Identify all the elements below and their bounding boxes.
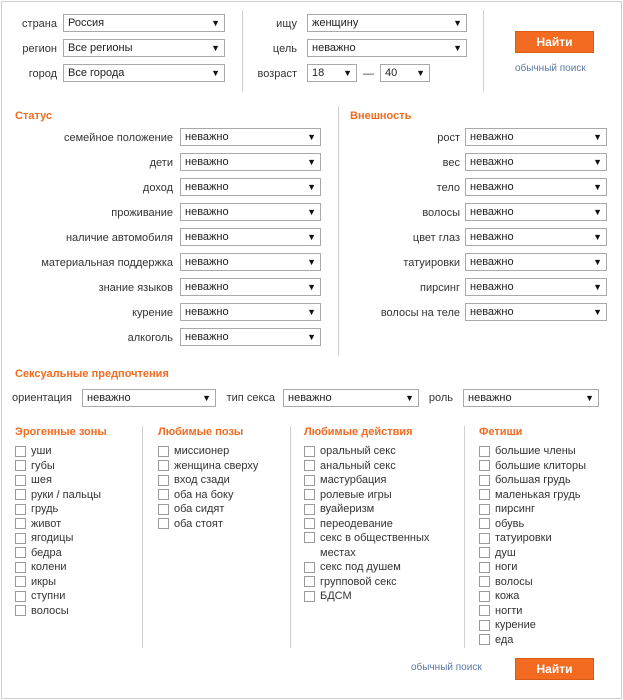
region-label: регион	[22, 43, 57, 55]
favorite-actions-title: Любимые действия	[304, 426, 413, 438]
select-value: неважно	[470, 181, 514, 193]
chevron-down-icon: ▼	[585, 393, 594, 403]
checkbox[interactable]	[304, 460, 315, 471]
checkbox-label: ягодицы	[31, 532, 74, 545]
checkbox-label: шея	[31, 474, 52, 487]
appearance-field-select[interactable]	[465, 303, 607, 321]
zones-checkbox-item[interactable]	[15, 502, 135, 517]
status-field-select[interactable]	[180, 128, 321, 146]
checkbox-label: душ	[495, 546, 516, 559]
status-field-label: наличие автомобиля	[65, 232, 173, 244]
actions-checkbox-item[interactable]	[304, 575, 454, 590]
orientation-label: ориентация	[11, 392, 72, 404]
checkbox[interactable]	[304, 532, 315, 543]
checkbox[interactable]	[15, 475, 26, 486]
fetishes-checkbox-item[interactable]	[479, 502, 609, 517]
checkbox-label: анальный секс	[320, 459, 396, 472]
checkbox[interactable]	[15, 562, 26, 573]
checkbox[interactable]	[304, 475, 315, 486]
appearance-section-title: Внешность	[350, 110, 412, 122]
checkbox[interactable]	[158, 446, 169, 457]
appearance-field-select[interactable]	[465, 228, 607, 246]
checkbox-label: секс под душем	[320, 561, 401, 574]
checkbox-label: большие члены	[495, 445, 576, 458]
appearance-field-select[interactable]	[465, 253, 607, 271]
chevron-down-icon: ▼	[307, 257, 316, 267]
checkbox-label: грудь	[31, 503, 59, 516]
checkbox[interactable]	[15, 591, 26, 602]
chevron-down-icon: ▼	[593, 207, 602, 217]
checkbox[interactable]	[479, 634, 490, 645]
checkbox[interactable]	[479, 446, 490, 457]
zones-checkbox-item[interactable]	[15, 444, 135, 459]
favorite-poses-list	[158, 444, 288, 531]
goal-label: цель	[272, 43, 297, 55]
fetishes-title: Фетиши	[479, 426, 523, 438]
appearance-field-label: цвет глаз	[412, 232, 460, 244]
checkbox[interactable]	[15, 518, 26, 529]
checkbox[interactable]	[304, 518, 315, 529]
checkbox-label: вуайеризм	[320, 503, 375, 516]
seek-select[interactable]: женщину ▼	[307, 14, 467, 32]
status-field-select[interactable]	[180, 253, 321, 271]
checkbox[interactable]	[158, 504, 169, 515]
favorite-poses-title: Любимые позы	[158, 426, 244, 438]
erogenous-zones-title: Эрогенные зоны	[15, 426, 107, 438]
select-value: неважно	[470, 281, 514, 293]
actions-checkbox-item[interactable]	[304, 589, 454, 604]
poses-checkbox-item[interactable]	[158, 473, 288, 488]
checkbox[interactable]	[158, 518, 169, 529]
appearance-field-label: рост	[437, 132, 460, 144]
actions-checkbox-item[interactable]	[304, 488, 454, 503]
status-field-select[interactable]	[180, 153, 321, 171]
fetishes-checkbox-item[interactable]	[479, 444, 609, 459]
divider	[464, 426, 465, 648]
actions-checkbox-item[interactable]	[304, 444, 454, 459]
checkbox[interactable]	[479, 605, 490, 616]
age-to-select[interactable]: 40 ▼	[380, 64, 430, 82]
fetishes-checkbox-item[interactable]	[479, 560, 609, 575]
select-value: неважно	[185, 131, 229, 143]
city-select[interactable]: Все города ▼	[63, 64, 225, 82]
status-field-label: дети	[149, 157, 173, 169]
checkbox-label: миссионер	[174, 445, 230, 458]
checkbox[interactable]	[158, 489, 169, 500]
checkbox-label: секс в общественных местах	[320, 532, 430, 559]
fetishes-checkbox-item[interactable]	[479, 473, 609, 488]
chevron-down-icon: ▼	[211, 43, 220, 53]
select-value: неважно	[185, 181, 229, 193]
checkbox[interactable]	[479, 460, 490, 471]
chevron-down-icon: ▼	[405, 393, 414, 403]
country-label: страна	[22, 18, 57, 30]
appearance-field-label: татуировки	[403, 257, 460, 269]
zones-checkbox-item[interactable]	[15, 575, 135, 590]
status-field-label: материальная поддержка	[41, 257, 173, 269]
status-field-select[interactable]	[180, 328, 321, 346]
select-value: неважно	[185, 206, 229, 218]
chevron-down-icon: ▼	[211, 68, 220, 78]
poses-checkbox-item[interactable]	[158, 502, 288, 517]
checkbox-label: пирсинг	[495, 503, 535, 516]
chevron-down-icon: ▼	[202, 393, 211, 403]
actions-checkbox-item[interactable]	[304, 517, 454, 532]
appearance-field-label: волосы	[422, 207, 460, 219]
status-field-label: доход	[142, 182, 173, 194]
checkbox-label: переодевание	[320, 517, 393, 530]
checkbox-label: БДСМ	[320, 590, 352, 603]
seek-label: ищу	[276, 18, 297, 30]
checkbox[interactable]	[304, 562, 315, 573]
zones-checkbox-item[interactable]	[15, 546, 135, 561]
sex-type-label: тип секса	[226, 392, 275, 404]
select-value: неважно	[185, 306, 229, 318]
select-value: неважно	[470, 206, 514, 218]
orientation-select[interactable]: неважно ▼	[82, 389, 216, 407]
actions-checkbox-item[interactable]	[304, 459, 454, 474]
zones-checkbox-item[interactable]	[15, 604, 135, 619]
select-value: неважно	[185, 281, 229, 293]
checkbox-label: оба на боку	[174, 488, 234, 501]
appearance-field-label: волосы на теле	[380, 307, 460, 319]
role-select[interactable]: неважно ▼	[463, 389, 599, 407]
status-field-label: курение	[132, 307, 173, 319]
checkbox[interactable]	[158, 475, 169, 486]
chevron-down-icon: ▼	[593, 157, 602, 167]
checkbox-label: маленькая грудь	[495, 488, 581, 501]
status-field-select[interactable]	[180, 228, 321, 246]
zones-checkbox-item[interactable]	[15, 531, 135, 546]
appearance-field-select[interactable]	[465, 203, 607, 221]
appearance-field-select[interactable]	[465, 178, 607, 196]
checkbox-label: курение	[495, 619, 536, 632]
select-value: неважно	[470, 156, 514, 168]
erogenous-zones-list	[15, 444, 135, 618]
zones-checkbox-item[interactable]	[15, 473, 135, 488]
checkbox[interactable]	[479, 489, 490, 500]
select-value: неважно	[185, 331, 229, 343]
checkbox[interactable]	[304, 446, 315, 457]
checkbox[interactable]	[479, 518, 490, 529]
checkbox-label: оральный секс	[320, 445, 396, 458]
age-from-select[interactable]: 18 ▼	[307, 64, 357, 82]
chevron-down-icon: ▼	[307, 232, 316, 242]
checkbox[interactable]	[479, 620, 490, 631]
chevron-down-icon: ▼	[307, 307, 316, 317]
checkbox[interactable]	[15, 446, 26, 457]
zones-checkbox-item[interactable]	[15, 589, 135, 604]
simple-search-link[interactable]: обычный поиск	[515, 63, 586, 74]
fetishes-checkbox-item[interactable]	[479, 618, 609, 633]
age-dash: —	[363, 68, 374, 80]
select-value: неважно	[185, 156, 229, 168]
search-button-bottom[interactable]: Найти	[515, 658, 594, 680]
checkbox-label: татуировки	[495, 532, 552, 545]
chevron-down-icon: ▼	[593, 307, 602, 317]
checkbox-label: губы	[31, 459, 55, 472]
chevron-down-icon: ▼	[211, 18, 220, 28]
checkbox-label: оба сидят	[174, 503, 225, 516]
select-value: неважно	[470, 306, 514, 318]
actions-checkbox-item[interactable]	[304, 502, 454, 517]
divider	[142, 426, 143, 648]
checkbox[interactable]	[15, 533, 26, 544]
chevron-down-icon: ▼	[453, 18, 462, 28]
status-field-label: проживание	[111, 207, 173, 219]
goal-select[interactable]: неважно ▼	[307, 39, 467, 57]
checkbox[interactable]	[304, 576, 315, 587]
checkbox-label: колени	[31, 561, 67, 574]
fetishes-checkbox-item[interactable]	[479, 517, 609, 532]
chevron-down-icon: ▼	[416, 68, 425, 78]
checkbox[interactable]	[15, 489, 26, 500]
zones-checkbox-item[interactable]	[15, 560, 135, 575]
search-form	[1, 1, 622, 699]
checkbox[interactable]	[304, 591, 315, 602]
chevron-down-icon: ▼	[593, 232, 602, 242]
select-value: неважно	[470, 231, 514, 243]
checkbox[interactable]	[304, 489, 315, 500]
simple-search-link-bottom[interactable]: обычный поиск	[411, 662, 482, 673]
checkbox[interactable]	[479, 475, 490, 486]
checkbox-label: ногти	[495, 604, 523, 617]
appearance-field-select[interactable]	[465, 128, 607, 146]
chevron-down-icon: ▼	[307, 207, 316, 217]
zones-checkbox-item[interactable]	[15, 459, 135, 474]
select-value: неважно	[470, 256, 514, 268]
checkbox[interactable]	[479, 576, 490, 587]
divider	[338, 106, 339, 356]
checkbox[interactable]	[479, 547, 490, 558]
checkbox[interactable]	[15, 504, 26, 515]
checkbox[interactable]	[479, 533, 490, 544]
checkbox-label: уши	[31, 445, 52, 458]
checkbox[interactable]	[15, 605, 26, 616]
fetishes-checkbox-item[interactable]	[479, 633, 609, 648]
chevron-down-icon: ▼	[307, 282, 316, 292]
checkbox-label: большие клиторы	[495, 459, 587, 472]
status-field-select[interactable]	[180, 178, 321, 196]
chevron-down-icon: ▼	[593, 182, 602, 192]
city-label: город	[28, 68, 57, 80]
chevron-down-icon: ▼	[593, 282, 602, 292]
checkbox[interactable]	[15, 460, 26, 471]
status-field-select[interactable]	[180, 303, 321, 321]
fetishes-list	[479, 444, 609, 647]
appearance-field-label: вес	[442, 157, 460, 169]
appearance-field-label: тело	[436, 182, 460, 194]
sexual-preferences-title: Сексуальные предпочтения	[15, 368, 169, 380]
divider	[483, 10, 484, 92]
checkbox-label: икры	[31, 575, 56, 588]
checkbox[interactable]	[15, 547, 26, 558]
actions-checkbox-item[interactable]	[304, 473, 454, 488]
checkbox-label: кожа	[495, 590, 520, 603]
checkbox-label: ролевые игры	[320, 488, 392, 501]
select-value: неважно	[185, 231, 229, 243]
poses-checkbox-item[interactable]	[158, 517, 288, 532]
fetishes-checkbox-item[interactable]	[479, 488, 609, 503]
role-label: роль	[428, 392, 453, 404]
checkbox[interactable]	[304, 504, 315, 515]
chevron-down-icon: ▼	[593, 257, 602, 267]
search-button[interactable]: Найти	[515, 31, 594, 53]
checkbox-label: бедра	[31, 546, 62, 559]
appearance-field-select[interactable]	[465, 153, 607, 171]
checkbox-label: руки / пальцы	[31, 488, 102, 501]
poses-checkbox-item[interactable]	[158, 444, 288, 459]
status-field-select[interactable]	[180, 203, 321, 221]
checkbox-label: ноги	[495, 561, 518, 574]
checkbox-label: обувь	[495, 517, 525, 530]
poses-checkbox-item[interactable]	[158, 488, 288, 503]
actions-checkbox-item[interactable]	[304, 531, 454, 560]
chevron-down-icon: ▼	[307, 182, 316, 192]
status-field-label: семейное положение	[64, 132, 173, 144]
status-field-label: алкоголь	[127, 332, 173, 344]
checkbox-label: оба стоят	[174, 517, 223, 530]
checkbox[interactable]	[479, 562, 490, 573]
chevron-down-icon: ▼	[343, 68, 352, 78]
fetishes-checkbox-item[interactable]	[479, 575, 609, 590]
select-value: неважно	[185, 256, 229, 268]
divider	[242, 10, 243, 92]
checkbox-label: ступни	[31, 590, 66, 603]
status-field-label: знание языков	[98, 282, 173, 294]
fetishes-checkbox-item[interactable]	[479, 531, 609, 546]
checkbox[interactable]	[15, 576, 26, 587]
chevron-down-icon: ▼	[307, 332, 316, 342]
country-select[interactable]: Россия ▼	[63, 14, 225, 32]
checkbox-label: групповой секс	[320, 575, 397, 588]
fetishes-checkbox-item[interactable]	[479, 589, 609, 604]
checkbox-label: живот	[31, 517, 62, 530]
checkbox-label: волосы	[495, 575, 533, 588]
checkbox[interactable]	[479, 591, 490, 602]
sex-type-select[interactable]: неважно ▼	[283, 389, 419, 407]
chevron-down-icon: ▼	[453, 43, 462, 53]
checkbox-label: мастурбация	[320, 474, 387, 487]
zones-checkbox-item[interactable]	[15, 517, 135, 532]
select-value: неважно	[470, 131, 514, 143]
fetishes-checkbox-item[interactable]	[479, 459, 609, 474]
actions-checkbox-item[interactable]	[304, 560, 454, 575]
status-field-select[interactable]	[180, 278, 321, 296]
chevron-down-icon: ▼	[307, 132, 316, 142]
chevron-down-icon: ▼	[593, 132, 602, 142]
chevron-down-icon: ▼	[307, 157, 316, 167]
zones-checkbox-item[interactable]	[15, 488, 135, 503]
status-section-title: Статус	[15, 110, 53, 122]
appearance-field-label: пирсинг	[420, 282, 460, 294]
checkbox-label: большая грудь	[495, 474, 571, 487]
age-label: возраст	[257, 68, 297, 80]
checkbox-label: женщина сверху	[174, 459, 259, 472]
checkbox-label: вход сзади	[174, 474, 230, 487]
poses-checkbox-item[interactable]	[158, 459, 288, 474]
divider	[290, 426, 291, 648]
fetishes-checkbox-item[interactable]	[479, 604, 609, 619]
region-select[interactable]: Все регионы ▼	[63, 39, 225, 57]
fetishes-checkbox-item[interactable]	[479, 546, 609, 561]
checkbox[interactable]	[158, 460, 169, 471]
checkbox[interactable]	[479, 504, 490, 515]
checkbox-label: волосы	[31, 604, 69, 617]
favorite-actions-list	[304, 444, 454, 604]
appearance-field-select[interactable]	[465, 278, 607, 296]
checkbox-label: еда	[495, 633, 514, 646]
